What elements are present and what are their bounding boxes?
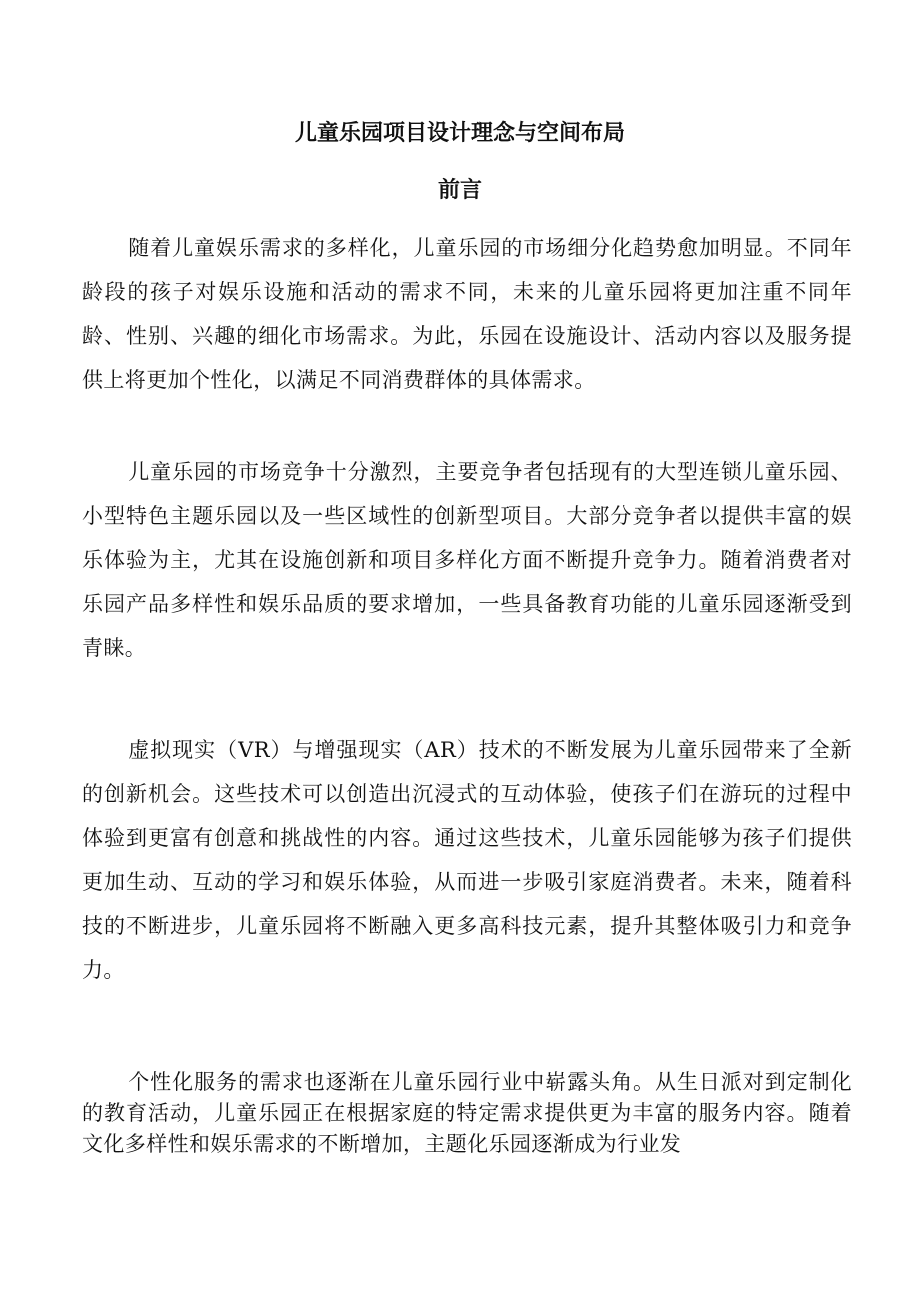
document-title: 儿童乐园项目设计理念与空间布局 [294, 120, 625, 146]
paragraph-1: 随着儿童娱乐需求的多样化，儿童乐园的市场细分化趋势愈加明显。不同年龄段的孩子对娱乐设施和活动的需求不同，未来的儿童乐园将更加注重不同年龄、性别、兴趣的细化市场需求。为此，乐园在设施设计、活动内容以及服务提供上将更加个性化，以满足不同消费群体的具体需求。 [82, 236, 852, 392]
paragraph-4: 个性化服务的需求也逐渐在儿童乐园行业中崭露头角。从生日派对到定制化的教育活动，儿童乐园正在根据家庭的特定需求提供更为丰富的服务内容。随着文化多样性和娱乐需求的不断增加，主题化乐园逐渐成为行业发 [82, 1070, 852, 1156]
paragraph-2: 儿童乐园的市场竞争十分激烈，主要竞争者包括现有的大型连锁儿童乐园、小型特色主题乐园以及一些区域性的创新型项目。大部分竞争者以提供丰富的娱乐体验为主，尤其在设施创新和项目多样化方面不断提升竞争力。随着消费者对乐园产品多样性和娱乐品质的要求增加，一些具备教育功能的儿童乐园逐渐受到青睐。 [82, 460, 852, 660]
section-heading: 前言 [437, 177, 482, 203]
paragraph-3: 虚拟现实（VR）与增强现实（AR）技术的不断发展为儿童乐园带来了全新的创新机会。这些技术可以创造出沉浸式的互动体验，使孩子们在游玩的过程中体验到更富有创意和挑战性的内容。通过这些技术，儿童乐园能够为孩子们提供更加生动、互动的学习和娱乐体验，从而进一步吸引家庭消费者。未来，随着科技的不断进步，儿童乐园将不断融入更多高科技元素，提升其整体吸引力和竞争力。 [82, 738, 852, 982]
